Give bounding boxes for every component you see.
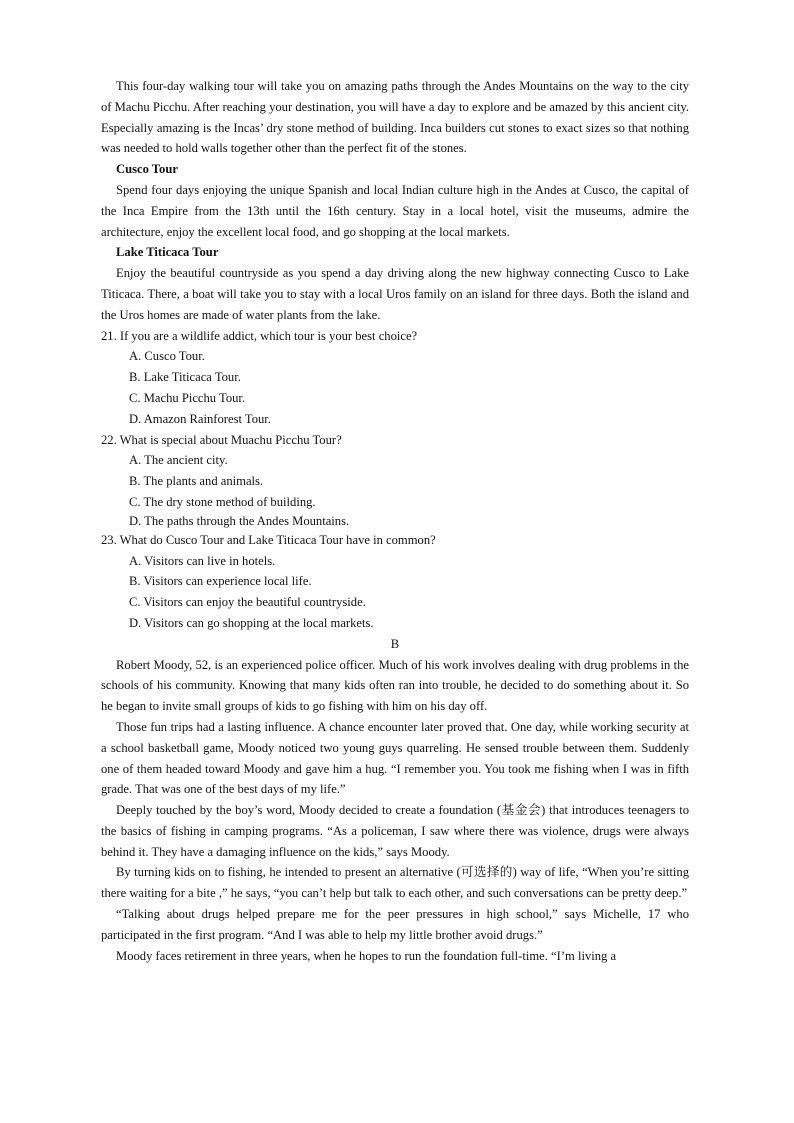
passage-b-paragraph: Moody faces retirement in three years, when he hopes to run the foundation full-time. “I’m living a (116, 948, 617, 963)
intro-paragraph: This four-day walking tour will take you on amazing paths through the Andes Mountains on the way to the city of Machu Picchu. After reaching your destination, you will have a day to explore and be amazed by this ancient city. Especially amazing is the Incas’ dry stone method of building. Inca builders cut stones to exact sizes so that nothing was needed to hold walls together other than the perfect fit of the stones. (101, 79, 689, 156)
document-page (101, 76, 689, 966)
passage-b-paragraph: Deeply touched by the boy’s word, Moody decided to create a foundation (基金会) that introduces teenagers to the basics of fishing in camping programs. “As a policeman, I saw where there was violence, drugs were always behind it. They have a damaging influence on the kids,” says Moody. (101, 803, 689, 859)
cusco-tour-heading: Cusco Tour (116, 162, 178, 177)
titicaca-tour-paragraph: Enjoy the beautiful countryside as you spend a day driving along the new highway connecting Cusco to Lake Titicaca. There, a boat will take you to stay with a local Uros family on an island for three days. Both the island and the Uros homes are made of water plants from the lake. (101, 266, 689, 322)
option-a: A. Visitors can live in hotels. (129, 553, 276, 568)
option-c: C. The dry stone method of building. (129, 494, 316, 509)
option-d: D. The paths through the Andes Mountains. (129, 513, 350, 528)
cusco-tour-paragraph: Spend four days enjoying the unique Spanish and local Indian culture high in the Andes at Cusco, the capital of the Inca Empire from the 13th until the 16th century. Stay in a local hotel, visit the museums, admire the architecture, enjoy the excellent local food, and go shopping at the local markets. (101, 182, 689, 239)
passage-b-paragraph: Those fun trips had a lasting influence. A chance encounter later proved that. One day, while working security at a school basketball game, Moody noticed two young guys quarreling. He sensed trouble between them. Suddenly one of them headed toward Moody and gave him a hug. “I remember you. You took me fishing when I was in fifth grade. That was one of the best days of my life.” (101, 719, 689, 797)
option-a: A. The ancient city. (129, 453, 228, 468)
question-text: 23. What do Cusco Tour and Lake Titicaca Tour have in common? (101, 532, 436, 547)
passage-b-paragraph: Robert Moody, 52, is an experienced police officer. Much of his work involves dealing with drug problems in the schools of his community. Knowing that many kids often ran into trouble, he decided to do something about it. So he began to invite small groups of kids to go fishing with him on his day off. (101, 657, 689, 714)
option-b: B. Visitors can experience local life. (129, 574, 312, 589)
question-text: 21. If you are a wildlife addict, which tour is your best choice? (101, 328, 418, 343)
option-c: C. Visitors can enjoy the beautiful countryside. (129, 595, 366, 610)
option-b: B. Lake Titicaca Tour. (129, 370, 241, 385)
option-c: C. Machu Picchu Tour. (129, 390, 246, 405)
option-a: A. Cusco Tour. (129, 349, 205, 364)
question-21 (101, 326, 689, 430)
question-22 (101, 430, 689, 530)
option-b: B. The plants and animals. (129, 474, 264, 489)
option-d: D. Visitors can go shopping at the local markets. (129, 615, 374, 630)
option-d: D. Amazon Rainforest Tour. (129, 411, 271, 426)
section-b-label: B (390, 636, 400, 651)
question-text: 22. What is special about Muachu Picchu Tour? (101, 432, 342, 447)
titicaca-tour-heading: Lake Titicaca Tour (116, 245, 219, 260)
question-23 (101, 530, 689, 634)
passage-b-paragraph: By turning kids on to fishing, he intended to present an alternative (可选择的) way of life, “When you’re sitting there waiting for a bite ,” he says, “you can’t help but talk to each other, and such conversations can be pretty deep.” (101, 865, 689, 901)
passage-b-paragraph: “Talking about drugs helped prepare me for the peer pressures in high school,” says Michelle, 17 who participated in the first program. “And I was able to help my little brother avoid drugs.” (101, 907, 689, 942)
